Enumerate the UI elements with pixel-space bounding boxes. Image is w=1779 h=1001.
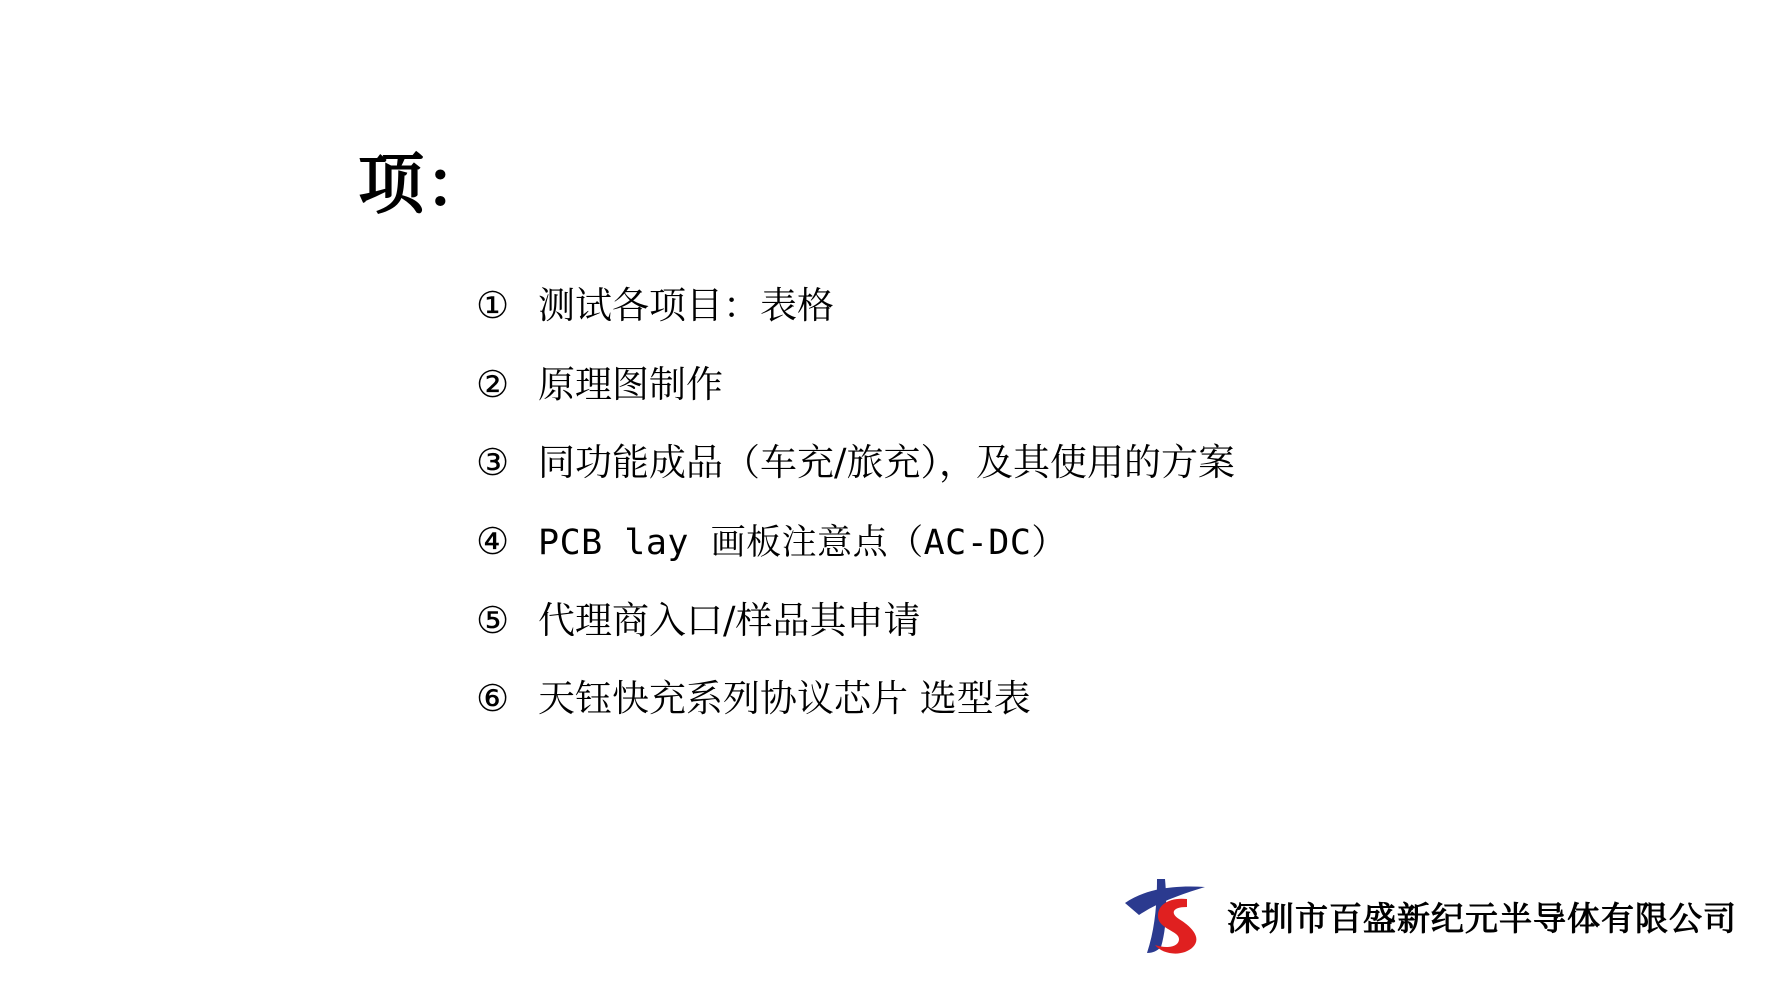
list-item-label: PCB lay 画板注意点（AC-DC） — [538, 523, 1067, 564]
list-item — [476, 286, 1626, 327]
list-marker-3: ③ — [476, 441, 510, 485]
list-item — [476, 443, 1626, 484]
company-name: 深圳市百盛新纪元半导体有限公司 — [1227, 898, 1737, 938]
footer-branding — [1117, 873, 1737, 959]
list-item — [476, 598, 1626, 642]
list-marker-5: ⑤ — [476, 598, 510, 642]
list-item — [476, 522, 1626, 563]
list-item — [476, 362, 1626, 406]
list-item-label: 同功能成品（车充/旅充），及其使用的方案 — [538, 441, 1235, 485]
list-marker-4: ④ — [476, 520, 510, 564]
list-marker-6: ⑥ — [476, 677, 510, 721]
list-item-label: 测试各项目：表格 — [538, 284, 834, 327]
list-item — [476, 679, 1626, 720]
list-item-label: 原理图制作 — [538, 362, 723, 406]
list-item-label: 代理商入口/样品其申请 — [538, 598, 921, 642]
list-marker-2: ② — [476, 362, 510, 406]
bullet-list — [476, 286, 1626, 758]
list-marker-1: ① — [476, 284, 510, 327]
page-title: 项： — [358, 145, 492, 223]
list-item-label: 天钰快充系列协议芯片 选型表 — [538, 677, 1031, 721]
bs-monogram-logo-icon — [1117, 873, 1213, 959]
